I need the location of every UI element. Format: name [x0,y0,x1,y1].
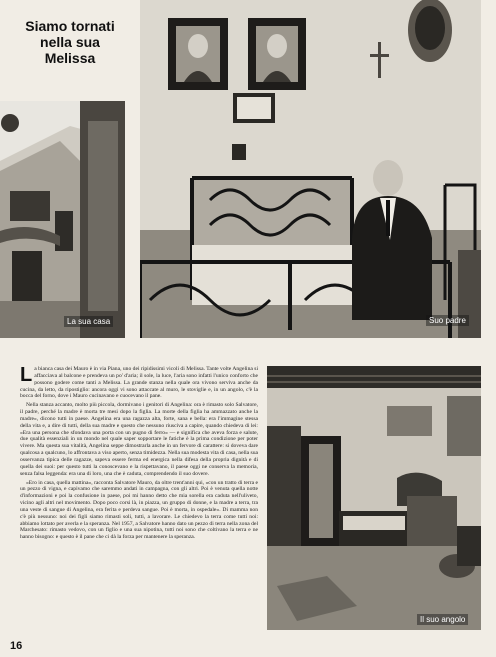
dropcap: L [20,366,33,386]
title-line: nella sua [40,34,100,50]
house-caption: La sua casa [64,316,113,327]
article-body [20,366,258,636]
corner-photo [267,366,481,630]
article-paragraph [20,366,258,400]
article-paragraph: «Ero in casa, quella mattina», racconta Salvatore Mauro, da oltre trent'anni qui, «con un tratto di terra e un pezzo di vigna, e capivamo che saremmo andati in campagna, con gli altri. Poi è venuta quella notte d'informazioni e poi la confusione in paese, poi mi hanno detto che mia sorella era caduta nell'uliveto, vicino agli altri nel movimento. Dopo poco corsi là, in piazza, un gruppo di donne, e la madre a terra, tra una veste di sangue di Angelina, era ferita e perdeva sangue. Poi è morta, in ospedale». Di mamma non c'è più nessuno: noi dei figli siamo rimasti soli, tutti, a lavorare. Le chiedevo la terra come tutti noi: abbiamo lottato per averla e la speranza. Nel 1957, a Salvatore hanno dato un pezzo di terra nella zona del Marchesato: rimasto vedovo, con un figlio e una sua nipotina, tutti noi sono che coltivano la terra e ne hanno bisogno: e questo è il pane che ci dà la forza per mantenere la speranza. [20,479,258,541]
father-caption: Suo padre [426,315,469,326]
corner-caption: Il suo angolo [417,614,468,625]
page-number: 16 [10,640,23,652]
house-photo [0,101,125,338]
article-title [14,18,126,66]
title-line: Siamo tornati [25,18,115,34]
title-line: Melissa [44,50,96,66]
paragraph-text: a bianca casa dei Mauro è in via Piana, uno dei ripidissimi vicoli di Melissa. Tante volte Angelina si affacciava al balcone e prendeva un po' d'aria; il sole, la luce, l'aria sono infatti l'unico conforto che possono godere come tanti a Melissa. La grande stanza nella quale ora vivono serviva anche da cucina, da letto, da ripostiglio: ancora oggi vi sono attaccate al muro, le stoviglie e, in un angolo, c'è la bocca del forno, dove i Mauro cucinavano e cuocevano il pane. [20,366,258,400]
article-paragraph: Nella stanza accanto, molto più piccola, dormivano i genitori di Angelina: ora è rimasto solo Salvatore, il padre, perché la madre è morta tre mesi dopo la figlia. La morte della figlia ha ammazzato anche la madre», dicono tutti in paese. Angelina era una ragazza alta, forte, sana e bella: era l'immagine stessa della vita e, a dire di tutti, della sua madre e questo che nessuno riusciva a capire, quando chiedeva di lei: «Era una persona che sfondava una porta con un pugno di ferro» — e significa che aveva forza e salute, due qualità essenziali in un mondo nel quale saper sopportare le fatiche è la prima condizione per poter vivere. Ma questa sua vitalità, Angelina seppe dimostrarla anche in un fervore di carattere: si doveva dare qualcosa a qualcuno, lo affrontava a viso aperto, senza timidezza. Nella sua modesta vita di casa, nella sua osservanza tipica delle ragazze, sapeva essere ferma ed energica nella difesa della propria dignità e di quella dei suoi: per questo tutti la conoscevano e la rispettavano, il paese oggi ne conserva la memoria, senza falsa leggenda: era una di loro, una che è caduta, comprendendo il suo dovere. [20,402,258,477]
father-photo [140,0,481,338]
